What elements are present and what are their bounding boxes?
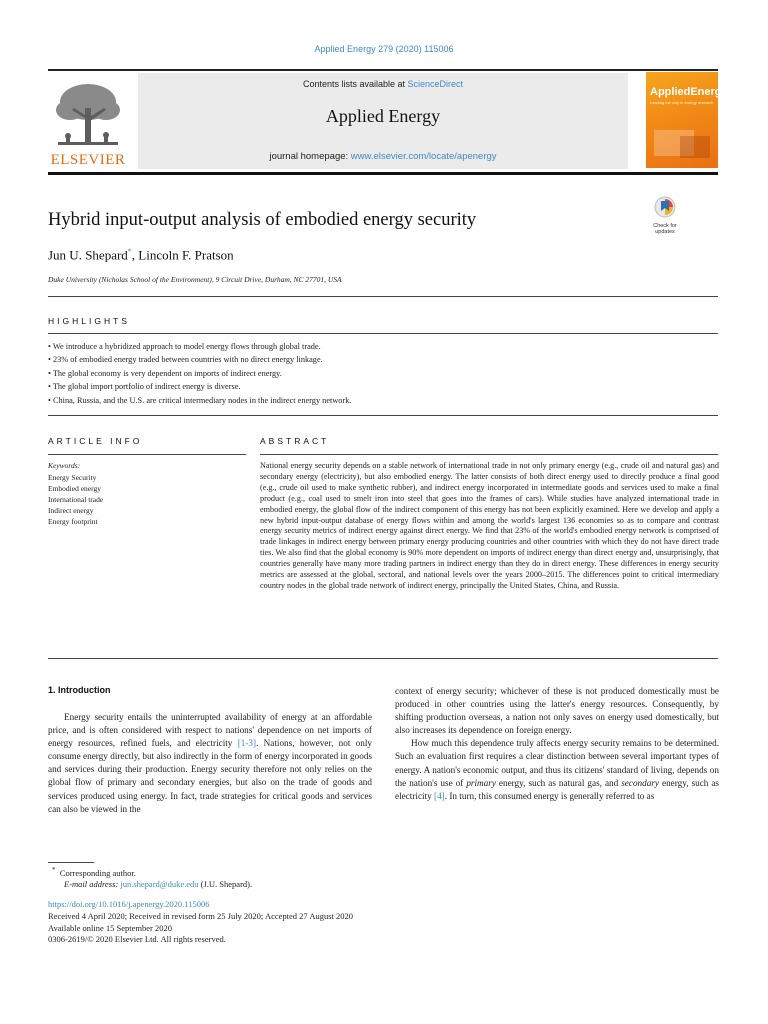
header-bottom-rule xyxy=(48,172,718,175)
keyword[interactable]: Indirect energy xyxy=(48,506,94,515)
contents-prefix: Contents lists available at xyxy=(302,79,408,89)
intro-text: energy, such as natural gas, and xyxy=(495,777,622,788)
contents-line xyxy=(138,79,628,89)
email-suffix: (J.U. Shepard). xyxy=(198,879,253,889)
author-list xyxy=(48,247,234,263)
author-pratson[interactable]: Lincoln F. Pratson xyxy=(138,247,234,263)
intro-text: . In turn, this consumed energy is generally referred to as xyxy=(444,790,655,801)
highlights-list xyxy=(48,340,718,407)
abstract-text: National energy security depends on a stable network of international trade in not only primary energy (e.g., crude oil and natural gas) and secondary energy (electricity), but also embodied energy. The latter consists of both direct energy used to directly produce a final good (e.g., crude oil used to make synthetic rubber), and indirect energy incorporated in intermediate goods and services used to make a final product (e.g., coal used to smelt iron into steel that goes into the frames of cars). While studies have analyzed international trade in embodied energy, the global flow of the indirect component of this energy has not been explicitly examined. Here we develop and apply a new hybrid input-output database of energy flows within and among the world's largest 136 economies so as to compare and contrast energy security metrics of indirect energy against direct energy. We find that 23% of the world's embodied energy network is comprised of trade linkages in indirect energy between primary energy producing countries and other countries with which they do not have direct trade ties. We also find that the global economy is 90% more dependent on imports of indirect energy than direct energy and, unsurprisingly, that countries generally have many more trading partners in indirect energy than they do in direct energy. These differences in energy security metrics are assessed at the global, sectoral, and national levels over the years 2000–2015. The differences point to critical intermediary country nodes in the global trade network of indirect energy, principally the United States, China, and Russia. xyxy=(260,461,719,590)
highlight-item: • 23% of embodied energy traded between countries with no direct energy linkage. xyxy=(48,353,718,366)
keywords-list xyxy=(48,472,103,527)
elsevier-logo[interactable] xyxy=(48,80,128,168)
intro-text: . Nations, however, not only consume energy directly, but also indirectly in the form of energy incorporated in goods and services during their production. Energy security therefore not only relies on the global flow of primary and secondary energies, but also on the trade of goods and services produced using energy. In fact, trade strategies for critical goods and services can also be viewed in the xyxy=(48,738,373,814)
header-top-rule xyxy=(48,69,718,71)
corresponding-text: Corresponding author. xyxy=(59,867,136,878)
email-label: E-mail address: xyxy=(64,879,121,889)
intro-paragraph xyxy=(395,737,719,802)
copyright: 0306-2619/© 2020 Elsevier Ltd. All rights reserved. xyxy=(48,934,226,944)
received-dates: Received 4 April 2020; Received in revised form 25 July 2020; Accepted 27 August 2020 xyxy=(48,911,353,921)
keyword[interactable]: International trade xyxy=(48,495,104,504)
journal-name: Applied Energy xyxy=(325,106,441,126)
doi-link[interactable]: https://doi.org/10.1016/j.apenergy.2020.115006 xyxy=(48,899,210,909)
intro-text: Energy security entails the uninterrupted availability of energy at an affordable price, and is often considered with respect to nations' dependence on net imports of energy resources, refined fuels, and electricity xyxy=(48,712,372,749)
highlight-item: • The global import portfolio of indirect energy is diverse. xyxy=(48,380,718,393)
intro-paragraph: context of energy security; whichever of these is not produced domestically must be produced in other countries using the latter's energy resources. Consequently, by shifting production overseas, a nation not only saves on energy used domestically, but also increases its dependence on foreign energy. xyxy=(395,686,719,736)
cover-graphic-accent xyxy=(680,136,710,158)
email-footnote xyxy=(64,879,252,889)
article-info-heading: ARTICLE INFO xyxy=(48,436,143,446)
article-info-rule xyxy=(48,454,246,455)
author-separator: , xyxy=(131,247,139,263)
emphasis-text: primary xyxy=(466,777,496,788)
footnote-rule xyxy=(48,862,94,863)
citation-link[interactable]: [4] xyxy=(434,790,445,801)
author-shepard[interactable]: Jun U. Shepard xyxy=(48,247,128,263)
publisher-wordmark: ELSEVIER xyxy=(50,152,126,168)
abstract-rule xyxy=(260,454,718,455)
article-title: Hybrid input-output analysis of embodied energy security xyxy=(48,210,477,230)
journal-cover[interactable] xyxy=(646,72,728,168)
abstract-heading: ABSTRACT xyxy=(260,436,330,446)
elsevier-tree-icon xyxy=(48,80,128,152)
highlight-item: • The global economy is very dependent on imports of indirect energy. xyxy=(48,367,718,380)
citation-link[interactable]: [1-3] xyxy=(237,738,257,749)
section-rule xyxy=(48,658,718,659)
keyword[interactable]: Embodied energy xyxy=(48,484,101,493)
intro-text: How much this dependence truly affects energy security remains to be determined. Such an evaluation first requires a clear distinction between several important types of energy. A nation's economic output, and thus its citizens' standard of living, depends on the nation's use of xyxy=(395,738,719,788)
available-online: Available online 15 September 2020 xyxy=(48,922,173,933)
homepage-prefix: journal homepage: xyxy=(269,151,351,162)
emphasis-text: secondary xyxy=(621,777,659,788)
keyword[interactable]: Energy footprint xyxy=(48,517,98,526)
highlight-item: • We introduce a hybridized approach to model energy flows through global trade. xyxy=(48,340,718,353)
keyword[interactable]: Energy Security xyxy=(48,473,97,482)
affiliation: Duke University (Nicholas School of the Environment), 9 Circuit Drive, Durham, NC 27701, USA xyxy=(48,275,342,284)
body-column-left xyxy=(48,711,372,816)
section-rule xyxy=(48,296,718,297)
highlights-heading: HIGHLIGHTS xyxy=(48,316,130,326)
check-for-updates-icon xyxy=(654,196,676,218)
homepage-line xyxy=(138,151,628,162)
corresponding-author-mark[interactable]: * xyxy=(127,247,132,256)
cover-title: AppliedEnergy xyxy=(650,86,728,98)
cover-subtitle: Leading the way in energy research xyxy=(650,100,714,105)
check-for-updates-button[interactable] xyxy=(646,196,684,235)
intro-text: energy, such as electricity xyxy=(395,777,720,801)
homepage-link[interactable]: www.elsevier.com/locate/apenergy xyxy=(350,151,497,162)
keywords-label: Keywords: xyxy=(48,461,81,470)
highlight-item: • China, Russia, and the U.S. are critical intermediary nodes in the indirect energy network. xyxy=(48,394,718,407)
footnote-mark: * xyxy=(52,866,56,874)
corresponding-footnote xyxy=(52,866,136,878)
section-rule xyxy=(48,415,718,416)
check-for-updates-label: Check for updates xyxy=(653,223,677,235)
highlights-rule xyxy=(48,333,718,334)
publication-dates xyxy=(48,911,353,946)
body-column-right xyxy=(395,685,719,803)
sciencedirect-link[interactable]: ScienceDirect xyxy=(407,79,464,89)
email-link[interactable]: jun.shepard@duke.edu xyxy=(120,879,199,889)
section-heading-introduction: 1. Introduction xyxy=(48,685,111,695)
journal-citation[interactable]: Applied Energy 279 (2020) 115006 xyxy=(314,44,454,54)
